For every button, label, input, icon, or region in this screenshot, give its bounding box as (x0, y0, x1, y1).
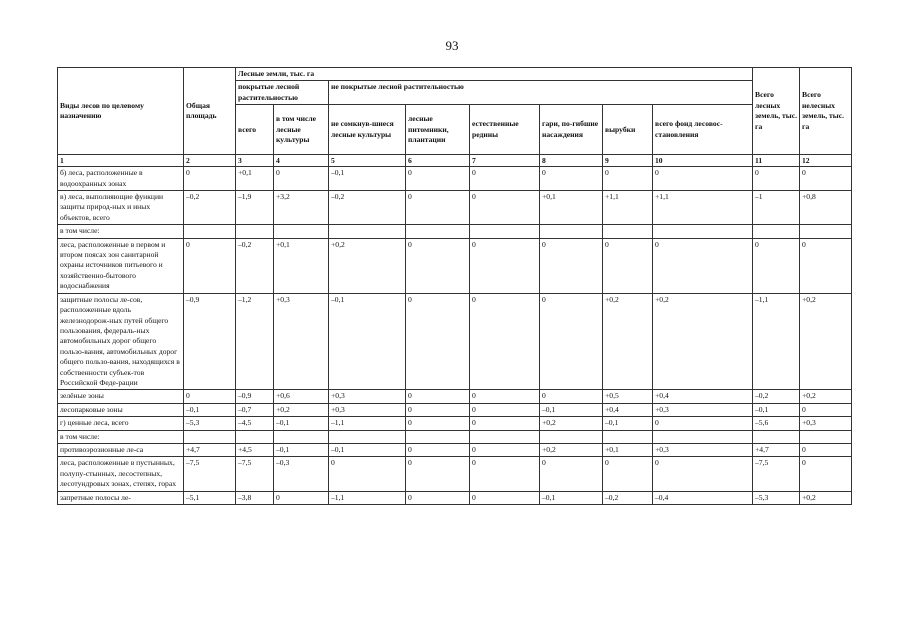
table-cell: +3,2 (274, 191, 329, 225)
table-cell: –0,2 (329, 191, 406, 225)
table-cell: +0,3 (653, 443, 753, 456)
table-cell: +0,3 (800, 417, 852, 430)
table-cell: 0 (406, 443, 470, 456)
table-cell (753, 225, 800, 238)
header-covered-total: всего (236, 105, 274, 155)
table-cell: +0,1 (540, 191, 603, 225)
table-cell: +0,4 (603, 403, 653, 416)
table-cell: 0 (470, 491, 540, 504)
table-cell: +4,7 (753, 443, 800, 456)
table-cell (603, 430, 653, 443)
row-label: защитные полосы ле-сов, расположенные вдоль железнодорож-ных путей общего пользования, федераль-ных автомобильных дорог общего пользо-вания, автомобильных дорог общего пользо-вания, находящихся в собственности субъек-тов Российской Феде-рации (58, 293, 184, 390)
table-cell (236, 430, 274, 443)
table-cell: –5,1 (184, 491, 236, 504)
table-cell: 0 (274, 167, 329, 191)
table-cell: 0 (470, 417, 540, 430)
header-incl-cultures: в том числе лесные культуры (274, 105, 329, 155)
table-cell (329, 225, 406, 238)
table-cell: –4,5 (236, 417, 274, 430)
table-cell: –1,1 (329, 417, 406, 430)
table-cell: 0 (406, 390, 470, 403)
table-cell: 0 (406, 491, 470, 504)
table-row (58, 191, 852, 225)
table-cell: 0 (406, 457, 470, 491)
table-row (58, 225, 852, 238)
row-label: зелёные зоны (58, 390, 184, 403)
table-cell (653, 225, 753, 238)
table-cell: –0,9 (236, 390, 274, 403)
table-cell: 0 (753, 167, 800, 191)
header-total-forest-lands: Всего лесных земель, тыс. га (753, 68, 800, 155)
table-row (58, 403, 852, 416)
table-cell: 0 (184, 238, 236, 293)
table-cell: 0 (540, 238, 603, 293)
table-cell: –0,1 (274, 417, 329, 430)
header-forest-type: Виды лесов по целевому назначению (58, 68, 184, 155)
table-row (58, 417, 852, 430)
table-cell: +0,2 (800, 491, 852, 504)
table-cell: 0 (603, 238, 653, 293)
table-cell: –0,1 (274, 443, 329, 456)
table-cell: 0 (753, 238, 800, 293)
table-cell (274, 225, 329, 238)
table-cell: 0 (470, 403, 540, 416)
table-cell (329, 430, 406, 443)
column-number: 10 (653, 155, 753, 167)
table-cell: 0 (603, 167, 653, 191)
table-cell (406, 430, 470, 443)
table-cell: –1,1 (753, 293, 800, 390)
table-cell: 0 (540, 390, 603, 403)
row-label: лесопарковые зоны (58, 403, 184, 416)
column-number: 1 (58, 155, 184, 167)
table-cell: +1,1 (603, 191, 653, 225)
header-clearings: вырубки (603, 105, 653, 155)
table-cell: +0,2 (329, 238, 406, 293)
table-cell: 0 (470, 390, 540, 403)
table-cell: –1,1 (329, 491, 406, 504)
column-number: 6 (406, 155, 470, 167)
table-cell: 0 (406, 293, 470, 390)
row-label: противоэрозионные ле-са (58, 443, 184, 456)
table-cell: +4,7 (184, 443, 236, 456)
table-row (58, 167, 852, 191)
table-cell (184, 225, 236, 238)
header-unclosed-cultures: не сомкнув-шиеся лесные культуры (329, 105, 406, 155)
table-cell: –7,5 (236, 457, 274, 491)
table-cell: 0 (274, 491, 329, 504)
table-cell: 0 (540, 293, 603, 390)
table-cell: 0 (470, 443, 540, 456)
table-cell: +0,2 (800, 293, 852, 390)
row-label: б) леса, расположенные в водоохранных зонах (58, 167, 184, 191)
table-cell: –3,8 (236, 491, 274, 504)
table-cell (800, 225, 852, 238)
table-cell: 0 (800, 238, 852, 293)
table-cell: –7,5 (753, 457, 800, 491)
header-forest-lands: Лесные земли, тыс. га (236, 68, 753, 81)
table-cell: 0 (540, 457, 603, 491)
table-cell: –0,2 (603, 491, 653, 504)
table-cell: 0 (184, 390, 236, 403)
table-cell (603, 225, 653, 238)
table-cell: –0,2 (184, 191, 236, 225)
table-cell: +0,8 (800, 191, 852, 225)
table-cell: +0,1 (274, 238, 329, 293)
table-cell: 0 (406, 191, 470, 225)
table-row (58, 457, 852, 491)
table-cell: 0 (406, 417, 470, 430)
table-cell: +0,3 (653, 403, 753, 416)
table-cell: –1,9 (236, 191, 274, 225)
table-cell: +0,5 (603, 390, 653, 403)
table-cell: +0,3 (329, 390, 406, 403)
forest-land-table (57, 67, 852, 505)
table-cell: –0,1 (184, 403, 236, 416)
table-cell (184, 430, 236, 443)
table-cell (753, 430, 800, 443)
column-number: 11 (753, 155, 800, 167)
table-cell: 0 (470, 238, 540, 293)
table-row (58, 430, 852, 443)
header-total-area: Общая площадь (184, 68, 236, 155)
table-cell: 0 (406, 238, 470, 293)
row-label: в том числе: (58, 225, 184, 238)
table-cell: –0,7 (236, 403, 274, 416)
header-nurseries: лесные питомники, плантации (406, 105, 470, 155)
table-cell: 0 (184, 167, 236, 191)
table-cell (800, 430, 852, 443)
table-cell: +0,2 (800, 390, 852, 403)
page-number: 93 (445, 38, 459, 53)
table-cell (470, 430, 540, 443)
header-not-covered: не покрытые лесной растительностью (329, 81, 753, 105)
table-cell: –0,1 (329, 293, 406, 390)
table-row (58, 443, 852, 456)
column-number: 9 (603, 155, 653, 167)
header-burnt-stands: гари, по-гибшие насаждения (540, 105, 603, 155)
column-number: 8 (540, 155, 603, 167)
table-row (58, 293, 852, 390)
table-cell: +0,2 (540, 443, 603, 456)
table-cell: 0 (800, 457, 852, 491)
table-cell: +0,2 (274, 403, 329, 416)
row-label: запретные полосы ле- (58, 491, 184, 504)
table-cell: –7,5 (184, 457, 236, 491)
header-reforestation-fund: всего фонд лесовос-становления (653, 105, 753, 155)
table-cell: –0,1 (540, 403, 603, 416)
table-cell: 0 (406, 403, 470, 416)
table-cell: +4,5 (236, 443, 274, 456)
header-natural-glades: естественные редины (470, 105, 540, 155)
table-row (58, 390, 852, 403)
table-cell: 0 (653, 457, 753, 491)
table-cell: 0 (406, 167, 470, 191)
table-cell: –0,1 (329, 167, 406, 191)
table-cell: 0 (540, 167, 603, 191)
table-cell: 0 (653, 167, 753, 191)
table-cell: –0,1 (329, 443, 406, 456)
column-number: 5 (329, 155, 406, 167)
table-cell: –1,2 (236, 293, 274, 390)
table-cell: 0 (653, 417, 753, 430)
table-cell: +0,2 (603, 293, 653, 390)
table-cell: –5,3 (184, 417, 236, 430)
table-cell (540, 225, 603, 238)
table-cell: +0,2 (540, 417, 603, 430)
row-label: в) леса, выполняющие функции защиты природ-ных и иных объектов, всего (58, 191, 184, 225)
table-cell: 0 (470, 167, 540, 191)
table-cell: 0 (470, 457, 540, 491)
column-number: 4 (274, 155, 329, 167)
table-cell: +0,4 (653, 390, 753, 403)
row-label: в том числе: (58, 430, 184, 443)
table-cell: +0,2 (653, 293, 753, 390)
table-cell: +0,1 (603, 443, 653, 456)
column-number: 7 (470, 155, 540, 167)
table-cell (236, 225, 274, 238)
table-cell: –0,2 (753, 390, 800, 403)
table-cell: –5,3 (753, 491, 800, 504)
table-cell: 0 (800, 403, 852, 416)
table-cell: –1 (753, 191, 800, 225)
row-label: г) ценные леса, всего (58, 417, 184, 430)
column-number: 3 (236, 155, 274, 167)
table-cell: –0,9 (184, 293, 236, 390)
table-cell: 0 (800, 167, 852, 191)
table-cell: –0,1 (753, 403, 800, 416)
table-cell: –0,1 (540, 491, 603, 504)
table-cell: +0,1 (236, 167, 274, 191)
table-cell: +0,3 (274, 293, 329, 390)
table-cell (470, 225, 540, 238)
table-cell: 0 (603, 457, 653, 491)
table-cell: 0 (653, 238, 753, 293)
table-cell (540, 430, 603, 443)
table-cell: –0,3 (274, 457, 329, 491)
table-cell (274, 430, 329, 443)
table-cell: +0,6 (274, 390, 329, 403)
table-row (58, 238, 852, 293)
column-number: 12 (800, 155, 852, 167)
table-cell: –0,1 (603, 417, 653, 430)
table-cell (653, 430, 753, 443)
table-cell: –0,2 (236, 238, 274, 293)
header-total-nonforest-lands: Всего нелесных земель, тыс. га (800, 68, 852, 155)
table-cell (406, 225, 470, 238)
column-number-row (58, 155, 852, 167)
table-cell: 0 (470, 191, 540, 225)
table-row (58, 491, 852, 504)
table-cell: –0,4 (653, 491, 753, 504)
table-cell: 0 (470, 293, 540, 390)
row-label: леса, расположенные в первом и втором поясах зон санитарной охраны источников питьевого и хозяйственно-бытового водоснабжения (58, 238, 184, 293)
table-cell: 0 (800, 443, 852, 456)
row-label: леса, расположенные в пустынных, полупу-стынных, лесостепных, лесотундровых зонах, степях, горах (58, 457, 184, 491)
table-cell: –5,6 (753, 417, 800, 430)
table-cell: +0,3 (329, 403, 406, 416)
table-cell: 0 (329, 457, 406, 491)
column-number: 2 (184, 155, 236, 167)
table-cell: +1,1 (653, 191, 753, 225)
header-covered: покрытые лесной растительностью (236, 81, 329, 105)
